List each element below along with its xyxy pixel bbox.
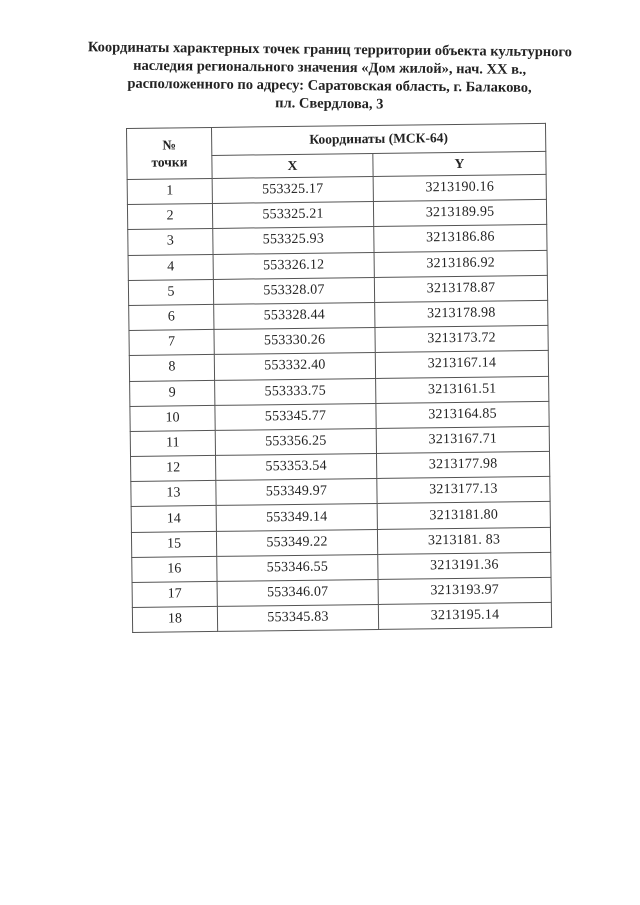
title-line: Координаты характерных точек границ территории объекта культурного bbox=[87, 39, 573, 61]
y-coordinate-cell: 3213189.95 bbox=[373, 200, 546, 227]
x-coordinate-cell: 553345.83 bbox=[217, 605, 378, 632]
point-number-cell: 3 bbox=[128, 229, 213, 255]
point-number-cell: 7 bbox=[129, 330, 214, 356]
table-body bbox=[127, 174, 552, 632]
x-coordinate-cell: 553333.75 bbox=[215, 378, 376, 405]
y-coordinate-cell: 3213161.51 bbox=[376, 376, 549, 403]
coordinates-group-header: Координаты (МСК-64) bbox=[211, 123, 545, 155]
x-coordinate-cell: 553349.97 bbox=[216, 479, 377, 506]
point-number-cell: 2 bbox=[127, 204, 212, 230]
y-coordinate-cell: 3213186.92 bbox=[374, 250, 547, 277]
title-line: расположенного по адресу: Саратовская область, г. Балаково, bbox=[127, 75, 532, 96]
y-coordinate-cell: 3213177.98 bbox=[376, 451, 549, 478]
table-row bbox=[132, 603, 551, 633]
title-line: наследия регионального значения «Дом жилой», нач. XX в., bbox=[133, 57, 527, 78]
y-coordinate-cell: 3213173.72 bbox=[375, 325, 548, 352]
x-coordinate-cell: 553332.40 bbox=[214, 353, 375, 380]
y-coordinate-cell: 3213190.16 bbox=[373, 174, 546, 201]
x-coordinate-cell: 553353.54 bbox=[216, 454, 377, 481]
point-number-cell: 17 bbox=[132, 581, 217, 607]
point-number-cell: 5 bbox=[128, 279, 213, 305]
point-number-cell: 9 bbox=[130, 380, 215, 406]
x-coordinate-cell: 553346.55 bbox=[217, 554, 378, 581]
x-coordinate-cell: 553349.22 bbox=[216, 529, 377, 556]
point-number-header-label: точки bbox=[151, 154, 188, 170]
point-number-cell: 1 bbox=[127, 178, 212, 204]
point-number-cell: 18 bbox=[132, 607, 217, 633]
x-coordinate-cell: 553325.21 bbox=[212, 202, 373, 229]
y-coordinate-cell: 3213191.36 bbox=[378, 552, 551, 579]
point-number-cell: 15 bbox=[131, 531, 216, 557]
x-coordinate-cell: 553356.25 bbox=[215, 428, 376, 455]
point-number-cell: 13 bbox=[131, 481, 216, 507]
x-coordinate-cell: 553325.93 bbox=[213, 227, 374, 254]
point-number-cell: 11 bbox=[130, 430, 215, 456]
x-coordinate-cell: 553349.14 bbox=[216, 504, 377, 531]
point-number-cell: 14 bbox=[131, 506, 216, 532]
table-header bbox=[127, 123, 547, 179]
point-number-header bbox=[127, 127, 213, 179]
y-coordinate-cell: 3213181. 83 bbox=[377, 527, 550, 554]
point-number-header-symbol: № bbox=[162, 137, 177, 153]
point-number-cell: 6 bbox=[129, 304, 214, 330]
document-title bbox=[59, 38, 600, 116]
y-coordinate-cell: 3213164.85 bbox=[376, 401, 549, 428]
y-coordinate-cell: 3213167.71 bbox=[376, 426, 549, 453]
point-number-cell: 16 bbox=[132, 556, 217, 582]
y-coordinate-cell: 3213167.14 bbox=[375, 351, 548, 378]
y-coordinate-cell: 3213193.97 bbox=[378, 577, 551, 604]
title-line: пл. Свердлова, 3 bbox=[275, 95, 384, 113]
y-coordinate-cell: 3213178.87 bbox=[374, 275, 547, 302]
y-coordinate-cell: 3213177.13 bbox=[377, 477, 550, 504]
x-coordinate-cell: 553330.26 bbox=[214, 328, 375, 355]
y-coordinate-cell: 3213181.80 bbox=[377, 502, 550, 529]
point-number-cell: 10 bbox=[130, 405, 215, 431]
x-coordinate-cell: 553325.17 bbox=[212, 176, 373, 203]
y-column-header: Y bbox=[373, 151, 546, 177]
point-number-cell: 4 bbox=[128, 254, 213, 280]
x-coordinate-cell: 553328.44 bbox=[214, 302, 375, 329]
y-coordinate-cell: 3213186.86 bbox=[374, 225, 547, 252]
x-coordinate-cell: 553328.07 bbox=[213, 277, 374, 304]
y-coordinate-cell: 3213195.14 bbox=[378, 603, 551, 630]
y-coordinate-cell: 3213178.98 bbox=[375, 300, 548, 327]
x-column-header: X bbox=[212, 153, 373, 178]
point-number-cell: 8 bbox=[129, 355, 214, 381]
x-coordinate-cell: 553326.12 bbox=[213, 252, 374, 279]
point-number-cell: 12 bbox=[131, 455, 216, 481]
x-coordinate-cell: 553345.77 bbox=[215, 403, 376, 430]
coordinates-table bbox=[126, 123, 552, 633]
x-coordinate-cell: 553346.07 bbox=[217, 579, 378, 606]
